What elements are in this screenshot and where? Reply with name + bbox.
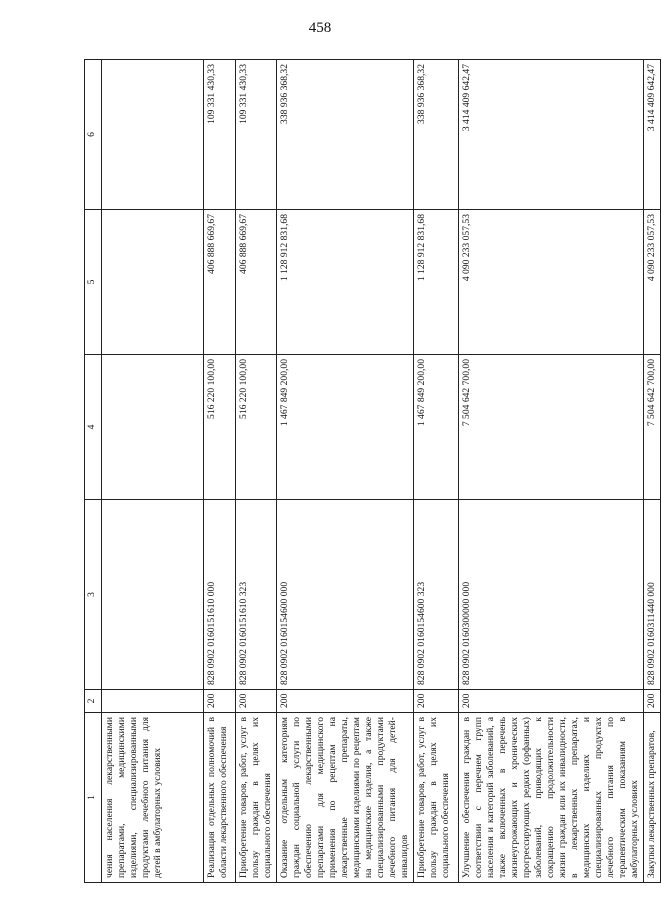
row-code: 828 0902 0160151610 000: [204, 500, 236, 690]
row-col6: 3 414 409 642,47: [643, 60, 660, 210]
row-col6: 338 936 368,32: [413, 60, 458, 210]
row-col6: 109 331 430,33: [204, 60, 236, 210]
table-row: [276, 60, 413, 883]
header-cell: 2: [85, 690, 102, 713]
row-code: 828 0902 0160311440 000: [643, 500, 660, 690]
row-col5: 406 888 669,67: [236, 210, 277, 355]
budget-table-rotated: [84, 60, 657, 883]
row-col2: 200: [413, 690, 458, 713]
row-description: Оказание отдельным категориям граждан социальной услуги по обеспечению лекарственными препаратами для медицинского применения по рецептам на лекарственные препараты, медицинскими изделиями по рецептам на медицинские изделия, а также специализированными продуктами лечебного питания для детей-инвалидов: [276, 713, 413, 883]
row-col5: 4 090 233 057,53: [643, 210, 660, 355]
header-cell: 3: [85, 500, 102, 690]
row-col4: 516 220 100,00: [204, 355, 236, 500]
row-col2: 200: [204, 690, 236, 713]
row-code: [102, 500, 204, 690]
rotated-table-container: [84, 60, 657, 883]
table-row: [102, 60, 204, 883]
page-number: 458: [308, 20, 332, 36]
row-description: чения населения лекарственными препаратами, медицинскими изделиями, специализированными продуктами лечебного питания для детей в амбулаторных условиях: [102, 713, 204, 883]
row-col6: 338 936 368,32: [276, 60, 413, 210]
row-code: 828 0902 0160151610 323: [236, 500, 277, 690]
header-cell: 5: [85, 210, 102, 355]
row-col4: 7 504 642 700,00: [643, 355, 660, 500]
header-cell: 4: [85, 355, 102, 500]
table-header-row: [85, 60, 102, 883]
row-col5: 4 090 233 057,53: [458, 210, 643, 355]
row-col2: 200: [643, 690, 660, 713]
row-code: 828 0902 0160154600 000: [276, 500, 413, 690]
row-col4: 7 504 642 700,00: [458, 355, 643, 500]
row-col2: 200: [276, 690, 413, 713]
table-row: [236, 60, 277, 883]
row-col2: 200: [458, 690, 643, 713]
budget-table: [84, 59, 661, 883]
row-col2: [102, 690, 204, 713]
row-col6: 109 331 430,33: [236, 60, 277, 210]
row-col5: [102, 210, 204, 355]
row-code: 828 0902 0160300000 000: [458, 500, 643, 690]
row-description: Приобретение товаров, работ, услуг в пользу граждан в целях их социального обеспечения: [236, 713, 277, 883]
header-cell: 6: [85, 60, 102, 210]
row-col4: 516 220 100,00: [236, 355, 277, 500]
row-description: Приобретение товаров, работ, услуг в пользу граждан в целях их социального обеспечения: [413, 713, 458, 883]
header-cell: 1: [85, 713, 102, 883]
row-col5: 406 888 669,67: [204, 210, 236, 355]
table-row: [643, 60, 660, 883]
table-row: [413, 60, 458, 883]
row-col6: 3 414 409 642,47: [458, 60, 643, 210]
table-row: [204, 60, 236, 883]
row-description: Закупки лекарственных препаратов,: [643, 713, 660, 883]
row-col4: 1 467 849 200,00: [276, 355, 413, 500]
row-col5: 1 128 912 831,68: [276, 210, 413, 355]
row-col4: [102, 355, 204, 500]
table-row: [458, 60, 643, 883]
row-description: Реализация отдельных полномочий в области лекарственного обеспечения: [204, 713, 236, 883]
row-col2: 200: [236, 690, 277, 713]
row-col5: 1 128 912 831,68: [413, 210, 458, 355]
row-col6: [102, 60, 204, 210]
row-col4: 1 467 849 200,00: [413, 355, 458, 500]
row-description: Улучшение обеспечения граждан в соответствии с перечнем групп населения и категорий заболеваний, а также включенных в перечень жизнеугрожающих и хронических прогрессирующих редких (орфанных) заболеваний, приводящих к сокращению продолжительности жизни граждан или их инвалидности, в лекарственных препаратах, медицинских изделиях и специализированных продуктах лечебного питания по терапевтическим показаниям в амбулаторных условиях: [458, 713, 643, 883]
row-code: 828 0902 0160154600 323: [413, 500, 458, 690]
